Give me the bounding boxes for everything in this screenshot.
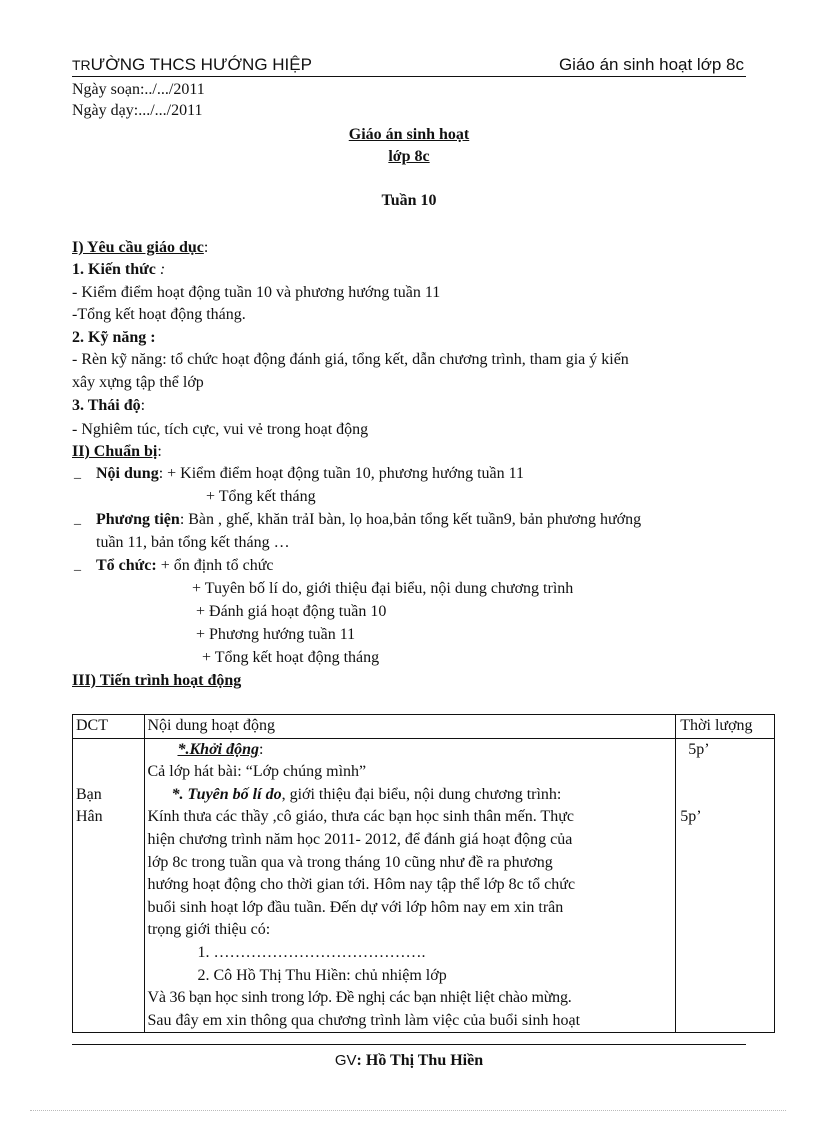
- section3-heading: III) Tiến trình hoạt động: [72, 672, 242, 689]
- bullet-content: _: [74, 466, 81, 481]
- skills-line1: - Rèn kỹ năng: tổ chức hoạt động đánh giá, tổng kết, dẫn chương trình, tham gia ý kiến: [72, 351, 629, 368]
- attitude-title: 3. Thái độ:: [72, 397, 146, 414]
- body-line: hướng hoạt động cho thời gian tới. Hôm nay tập thể lớp 8c tổ chức: [147, 876, 576, 894]
- body-line: hiện chương trình năm học 2011- 2012, để đánh giá hoạt động của: [147, 830, 573, 848]
- activity-table: [72, 714, 775, 1033]
- means-line: Phương tiện: Bàn , ghế, khăn trảI bàn, lọ hoa,bản tổng kết tuần9, bản phương hướng: [96, 511, 642, 528]
- duration-reason: 5p’: [680, 808, 702, 826]
- content-cell: [144, 738, 676, 1033]
- col-header-duration: Thời lượng: [676, 715, 775, 739]
- org-item: + Đánh giá hoạt động tuần 10: [196, 603, 387, 620]
- content-line: Nội dung: + Kiểm điểm hoạt động tuần 10, phương hướng tuần 11: [96, 465, 525, 482]
- org-line: Tổ chức: + ổn định tổ chức: [96, 557, 274, 574]
- org-item: + Tổng kết hoạt động tháng: [202, 649, 380, 666]
- body-line: trọng giới thiệu có:: [147, 921, 271, 939]
- dct-name-line2: Hân: [76, 808, 103, 826]
- table-header-row: [73, 715, 775, 739]
- prepared-date: Ngày soạn:../.../2011: [72, 81, 205, 98]
- page-break-line: [30, 1110, 786, 1111]
- tail-line: Và 36 bạn học sinh trong lớp. Đề nghị các bạn nhiệt liệt chào mừng.: [147, 989, 572, 1007]
- school-prefix: TR: [72, 57, 91, 73]
- page-header: [72, 54, 746, 77]
- body-line: Kính thưa các thầy ,cô giáo, thưa các bạn học sinh thân mến. Thực: [147, 808, 574, 826]
- knowledge-title: 1. Kiến thức :: [72, 261, 166, 278]
- taught-date: Ngày dạy:.../.../2011: [72, 102, 203, 119]
- content-line2: + Tổng kết tháng: [206, 488, 316, 505]
- page-footer: [72, 1052, 746, 1070]
- knowledge-line2: -Tổng kết hoạt động tháng.: [72, 306, 246, 323]
- week-title: Tuần 10: [381, 192, 437, 209]
- footer-teacher-name: : Hồ Thị Thu Hiền: [356, 1052, 484, 1069]
- body-line: lớp 8c trong tuần qua và trong tháng 10 cũng như đề ra phương: [147, 853, 553, 871]
- reason-heading: *. Tuyên bố lí do, giới thiệu đại biểu, nội dung chương trình:: [171, 785, 562, 803]
- col-header-content: Nội dung hoạt động: [144, 715, 676, 739]
- bullet-org: _: [74, 558, 81, 573]
- knowledge-line1: - Kiểm điểm hoạt động tuần 10 và phương hướng tuần 11: [72, 284, 441, 301]
- header-subject: Giáo án sinh hoạt lớp 8c: [558, 55, 744, 74]
- section2-heading: II) Chuẩn bị:: [72, 443, 162, 460]
- title-line1: Giáo án sinh hoạt: [348, 126, 470, 143]
- org-item: + Phương hướng tuần 11: [196, 626, 356, 643]
- dct-cell: [73, 738, 145, 1033]
- tail-line: Sau đây em xin thông qua chương trình làm việc của buổi sinh hoạt: [147, 1011, 581, 1029]
- attitude-line1: - Nghiêm túc, tích cực, vui vẻ trong hoạt động: [72, 421, 369, 438]
- list-item: 2. Cô Hồ Thị Thu Hiền: chủ nhiệm lớp: [197, 966, 447, 984]
- skills-line2: xây xựng tập thể lớp: [72, 374, 204, 391]
- org-item: + Tuyên bố lí do, giới thiệu đại biểu, nội dung chương trình: [192, 580, 574, 597]
- col-header-dct: DCT: [73, 715, 145, 739]
- bullet-means: _: [74, 512, 81, 527]
- list-item: 1. ………………………………….: [197, 943, 426, 961]
- duration-cell: [676, 738, 775, 1033]
- dct-name-line1: Bạn: [76, 785, 102, 803]
- title-line2: lớp 8c: [388, 148, 430, 165]
- skills-title: 2. Kỹ năng :: [72, 329, 156, 346]
- section1-heading: I) Yêu cầu giáo dục:: [72, 239, 209, 256]
- body-line: buổi sinh hoạt lớp đầu tuần. Đến dự với lớp hôm nay em xin trân: [147, 898, 564, 916]
- start-heading: *.Khởi động:: [177, 740, 264, 758]
- sing-line: Cả lớp hát bài: “Lớp chúng mình”: [147, 763, 367, 781]
- footer-gv: GV: [334, 1052, 357, 1069]
- school-name: ƯỜNG THCS HƯỚNG HIỆP: [90, 55, 312, 74]
- means-line2: tuần 11, bản tổng kết tháng …: [96, 534, 290, 551]
- table-row: [73, 738, 775, 1033]
- duration-start: 5p’: [688, 740, 710, 758]
- footer-divider: [72, 1044, 746, 1045]
